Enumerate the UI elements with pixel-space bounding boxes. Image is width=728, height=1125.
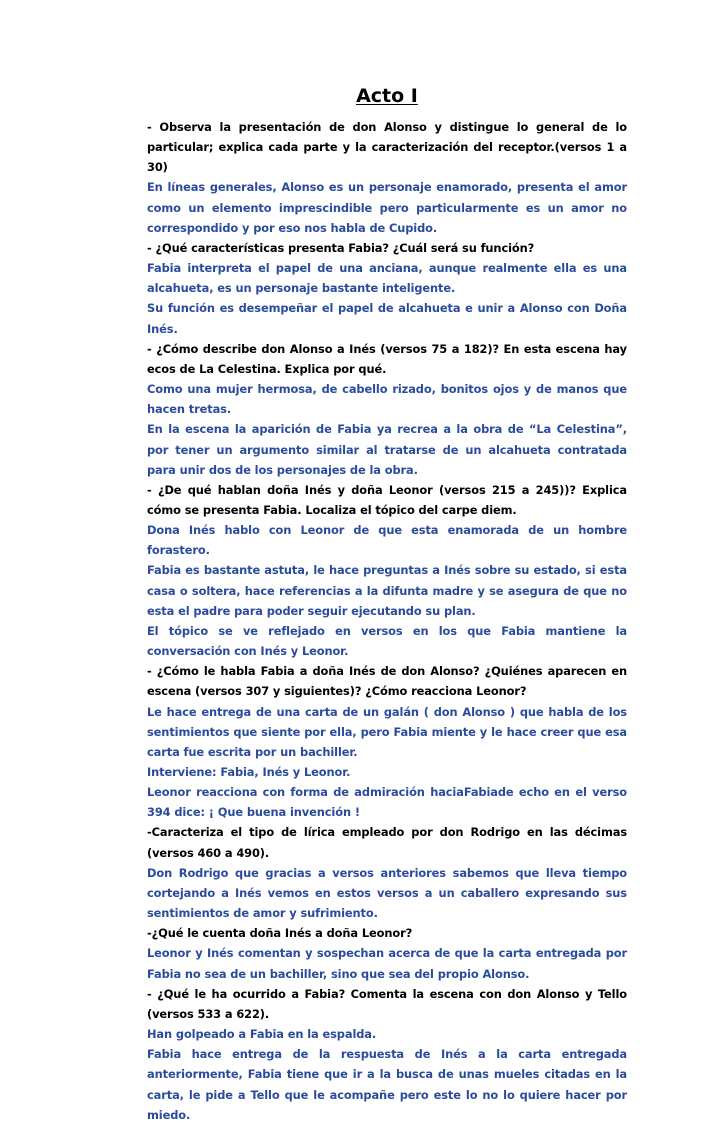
question-paragraph: - Observa la presentación de don Alonso y distingue lo general de lo particular; explica cada parte y la caracterización del receptor.(versos 1 a 30) bbox=[147, 120, 627, 175]
question-paragraph: - ¿Qué le ha ocurrido a Fabia? Comenta la escena con don Alonso y Tello (versos 533 a 622). bbox=[147, 986, 627, 1021]
question-paragraph: - ¿Cómo le habla Fabia a doña Inés de don Alonso? ¿Quiénes aparecen en escena (versos 307 y siguientes)? ¿Cómo reacciona Leonor? bbox=[147, 664, 627, 699]
question-paragraph: - ¿Cómo describe don Alonso a Inés (versos 75 a 182)? En esta escena hay ecos de La Celestina. Explica por qué. bbox=[147, 341, 627, 376]
answer-paragraph: Su función es desempeñar el papel de alcahueta e unir a Alonso con Doña Inés. bbox=[147, 301, 627, 336]
question-paragraph: - ¿Qué características presenta Fabia? ¿Cuál será su función? bbox=[147, 240, 535, 255]
question-paragraph: - ¿De qué hablan doña Inés y doña Leonor (versos 215 a 245))? Explica cómo se presenta Fabia. Localiza el tópico del carpe diem. bbox=[147, 482, 627, 517]
document-body bbox=[147, 117, 627, 1125]
answer-paragraph: Han golpeado a Fabia en la espalda. bbox=[147, 1027, 377, 1042]
answer-paragraph: En líneas generales, Alonso es un personaje enamorado, presenta el amor como un elemento imprescindible pero particularmente es un amor no correspondido y por eso nos habla de Cupido. bbox=[147, 180, 627, 235]
question-paragraph: -¿Qué le cuenta doña Inés a doña Leonor? bbox=[147, 926, 413, 941]
document-page bbox=[147, 84, 627, 1125]
answer-paragraph: Leonor reacciona con forma de admiración haciaFabiade echo en el verso 394 dice: ¡ Que buena invención ! bbox=[147, 785, 627, 820]
answer-paragraph: Dona Inés hablo con Leonor de que esta enamorada de un hombre forastero. bbox=[147, 523, 627, 558]
answer-paragraph: En la escena la aparición de Fabia ya recrea a la obra de “La Celestina”, por tener un argumento similar al tratarse de un alcahueta contratada para unir dos de los personajes de la obra. bbox=[147, 422, 627, 477]
document-title: Acto I bbox=[356, 85, 418, 107]
answer-paragraph: Fabia es bastante astuta, le hace preguntas a Inés sobre su estado, si esta casa o soltera, hace referencias a la difunta madre y se asegura de que no esta el padre para poder seguir ejecutando su plan. bbox=[147, 563, 627, 618]
answer-paragraph: Leonor y Inés comentan y sospechan acerca de que la carta entregada por Fabia no sea de un bachiller, sino que sea del propio Alonso. bbox=[147, 946, 627, 981]
answer-paragraph: Don Rodrigo que gracias a versos anteriores sabemos que lleva tiempo cortejando a Inés vemos en estos versos a un caballero expresando sus sentimientos de amor y sufrimiento. bbox=[147, 865, 627, 921]
answer-paragraph: Le hace entrega de una carta de un galán ( don Alonso ) que habla de los sentimientos que siente por ella, pero Fabia miente y le hace creer que esa carta fue escrita por un bachiller. bbox=[147, 704, 627, 759]
answer-paragraph: Como una mujer hermosa, de cabello rizado, bonitos ojos y de manos que hacen tretas. bbox=[147, 382, 627, 417]
answer-paragraph: Fabia interpreta el papel de una anciana, aunque realmente ella es una alcahueta, es un personaje bastante inteligente. bbox=[147, 261, 627, 296]
answer-paragraph: El tópico se ve reflejado en versos en los que Fabia mantiene la conversación con Inés y Leonor. bbox=[147, 623, 627, 659]
answer-paragraph: Interviene: Fabia, Inés y Leonor. bbox=[147, 765, 351, 779]
question-paragraph: -Caracteriza el tipo de lírica empleado por don Rodrigo en las décimas (versos 460 a 490). bbox=[147, 825, 627, 860]
answer-paragraph: Fabia hace entrega de la respuesta de Inés a la carta entregada anteriormente, Fabia tiene que ir a la busca de unas mueles citadas en la carta, le pide a Tello que le acompañe pero este lo no lo quiere hacer por miedo. bbox=[147, 1047, 627, 1122]
